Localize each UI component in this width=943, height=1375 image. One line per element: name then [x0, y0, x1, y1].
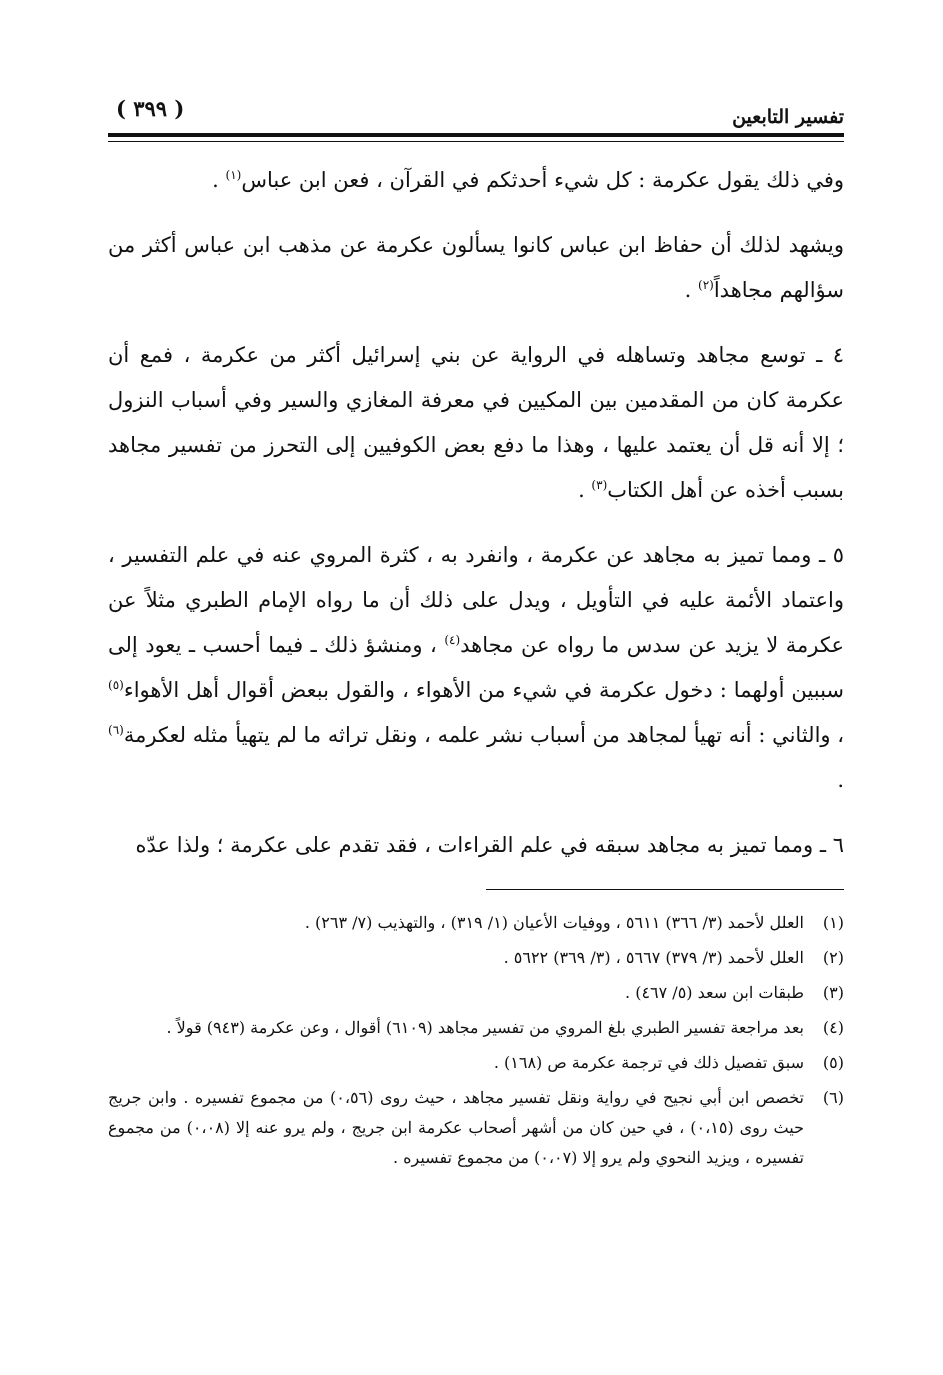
page-header — [108, 92, 844, 132]
footnote-text: سبق تفصيل ذلك في ترجمة عكرمة ص (١٦٨) . — [493, 1053, 804, 1072]
footnote-separator — [486, 889, 844, 890]
footnote-number: (٦) — [822, 1088, 844, 1107]
main-text — [108, 158, 844, 888]
footnote-text: العلل لأحمد (٣/ ٣٦٦) ٥٦١١ ، ووفيات الأعيان (١/ ٣١٩) ، والتهذيب (٧/ ٢٦٣) . — [304, 913, 804, 932]
paragraph: ٥ ـ ومما تميز به مجاهد عن عكرمة ، وانفرد به ، كثرة المروي عنه في علم التفسير ، واعتماد الأئمة عليه في التأويل ، ويدل على ذلك أن ما رواه الإمام الطبري مثلاً عن عكرمة لا يزيد عن سدس ما رواه عن مجاهد$^{(٤)}$ ، ومنشؤ ذلك ـ فيما أحسب ـ يعود إلى سببين أولهما : دخول عكرمة في شيء من الأهواء ، والقول ببعض أقوال أهل الأهواء$^{(٥)}$ ، والثاني : أنه تهيأ لمجاهد من أسباب نشر علمه ، ونقل تراثه ما لم يتهيأ مثله لعكرمة$^{(٦)}$ . — [108, 543, 844, 792]
footnote-ref: (٦) — [108, 723, 124, 737]
header-rule-thin — [108, 141, 844, 142]
footnote-text: طبقات ابن سعد (٥/ ٤٦٧) . — [625, 983, 804, 1002]
footnote — [108, 1048, 844, 1078]
footnote-number: (٣) — [822, 983, 844, 1002]
footnote — [108, 1083, 844, 1173]
paragraph: ٤ ـ توسع مجاهد وتساهله في الرواية عن بني إسرائيل أكثر من عكرمة ، فمع أن عكرمة كان من المقدمين بين المكيين في معرفة المغازي والسير وفي أسباب النزول ؛ إلا أنه قل أن يعتمد عليها ، وهذا ما دفع بعض الكوفيين إلى التحرز من تفسير مجاهد بسبب أخذه عن أهل الكتاب$^{(٣)}$ . — [108, 343, 844, 502]
footnote-text: العلل لأحمد (٣/ ٣٧٩) ٥٦٦٧ ، (٣/ ٣٦٩) ٥٦٢٢ . — [503, 948, 804, 967]
footnote-ref: (٤) — [444, 633, 461, 647]
page-number: ( ٣٩٩ ) — [116, 96, 185, 121]
footnotes — [108, 908, 844, 1178]
footnote-ref: (٥) — [108, 678, 124, 692]
footnote — [108, 1013, 844, 1043]
header-rule — [108, 133, 844, 137]
footnote-text: تخصص ابن أبي نجيح في رواية ونقل تفسير مجاهد ، حيث روى (٠،٥٦) من مجموع تفسيره . وابن جريج حيث روى (٠،١٥) ، في حين كان من أشهر أصحاب عكرمة ابن جريج ، ولم يرو عنه إلا (٠،٠٨) من مجموع تفسيره ، ويزيد النحوي ولم يرو إلا (٠،٠٧) من مجموع تفسيره . — [108, 1088, 804, 1167]
footnote-ref: (١) — [225, 168, 242, 182]
paragraph: وفي ذلك يقول عكرمة : كل شيء أحدثكم في القرآن ، فعن ابن عباس$^{(١)}$ . — [212, 168, 844, 192]
footnote — [108, 978, 844, 1008]
footnote-number: (٥) — [822, 1053, 844, 1072]
footnote-number: (١) — [822, 913, 844, 932]
footnote — [108, 943, 844, 973]
footnote-number: (٢) — [822, 948, 844, 967]
footnote-ref: (٢) — [698, 278, 714, 292]
footnote-ref: (٣) — [591, 478, 608, 492]
paragraph: ويشهد لذلك أن حفاظ ابن عباس كانوا يسألون عكرمة عن مذهب ابن عباس أكثر من سؤالهم مجاهداً$^{(٢)}$ . — [108, 233, 844, 302]
footnote — [108, 908, 844, 938]
paragraph: ٦ ـ ومما تميز به مجاهد سبقه في علم القراءات ، فقد تقدم على عكرمة ؛ ولذا عدّه — [135, 833, 844, 857]
footnote-text: بعد مراجعة تفسير الطبري بلغ المروي من تفسير مجاهد (٦١٠٩) أقوال ، وعن عكرمة (٩٤٣) قولاً . — [166, 1018, 804, 1037]
running-title: تفسير التابعين — [732, 106, 844, 128]
footnote-number: (٤) — [822, 1018, 844, 1037]
